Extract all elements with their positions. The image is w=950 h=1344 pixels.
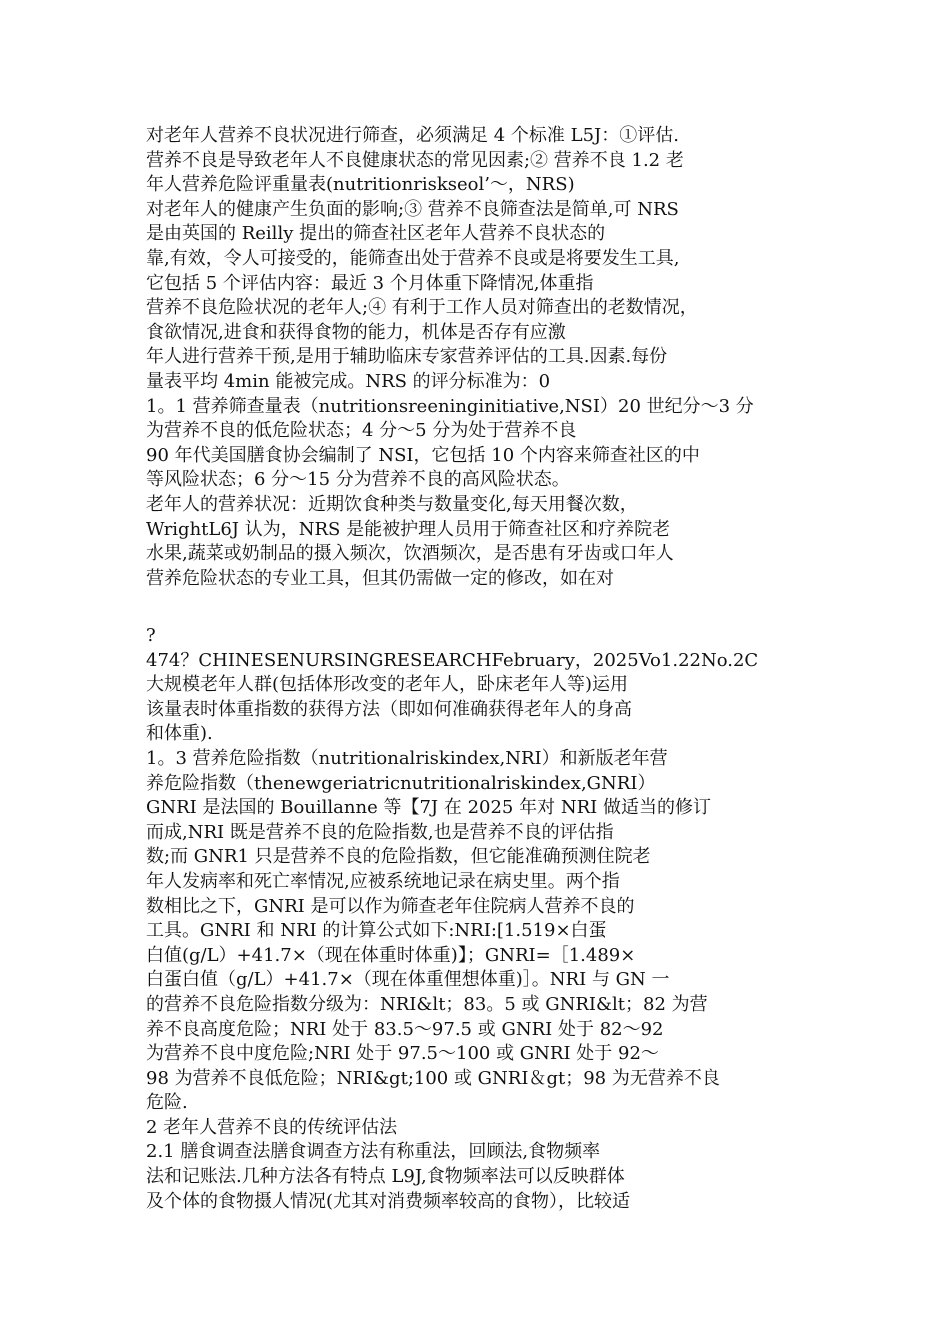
text-line: ?	[146, 625, 156, 646]
text-line: 为营养不良的低危险状态；4 分～5 分为处于营养不良	[146, 420, 577, 442]
text-line: 年人营养危险评重量表(nutritionriskseol’～，NRS)	[146, 174, 575, 196]
text-line: 营养不良是导致老年人不良健康状态的常见因素;② 营养不良 1.2 老	[146, 149, 684, 171]
text-line: WrightL6J 认为，NRS 是能被护理人员用于筛查社区和疗养院老	[146, 518, 671, 540]
text-line: 该量表时体重指数的获得方法（即如何准确获得老年人的身高	[146, 698, 632, 720]
text-line: 年人发病率和死亡率情况,应被系统地记录在病史里。两个指	[146, 870, 620, 892]
text-line: 养不良高度危险；NRI 处于 83.5～97.5 或 GNRI 处于 82～92	[146, 1018, 664, 1040]
text-line: 食欲情况,进食和获得食物的能力，机体是否存有应激	[146, 321, 566, 343]
text-line: 数相比之下，GNRI 是可以作为筛查老年住院病人营养不良的	[146, 895, 635, 917]
section-1-text	[146, 124, 836, 591]
text-line: 营养不良危险状况的老年人;④ 有利于工作人员对筛查出的老数情况，	[146, 297, 698, 319]
text-line: 危险.	[146, 1092, 188, 1114]
text-line: 它包括 5 个评估内容：最近 3 个月体重下降情况,体重指	[146, 272, 594, 294]
text-line: 对老年人的健康产生负面的影响;③ 营养不良筛查法是简单,可 NRS	[146, 198, 679, 220]
text-line: 1。1 营养筛查量表（nutritionsreeninginitiative,NSI）20 世纪分～3 分	[146, 395, 754, 417]
text-line: 营养危险状态的专业工具，但其仍需做一定的修改，如在对	[146, 567, 614, 589]
text-line: 而成,NRI 既是营养不良的危险指数,也是营养不良的评估指	[146, 821, 614, 843]
text-line: 量表平均 4min 能被完成。NRS 的评分标准为：0	[146, 370, 551, 392]
text-line: 养危险指数（thenewgeriatricnutritionalriskindex,GNRI）	[146, 772, 656, 794]
section-2-text	[146, 624, 836, 1214]
text-line: 及个体的食物摄人情况(尤其对消费频率较高的食物），比较适	[146, 1190, 631, 1212]
text-line: 数;而 GNR1 只是营养不良的危险指数，但它能准确预测住院老	[146, 846, 651, 868]
text-line: 靠,有效，令人可接受的，能筛查出处于营养不良或是将要发生工具,	[146, 247, 680, 269]
text-line: 90 年代美国膳食协会编制了 NSI，它包括 10 个内容来筛查社区的中	[146, 444, 700, 466]
subsection-heading: 2.1 膳食调查法膳食调查方法有称重法，回顾法,食物频率	[146, 1141, 601, 1163]
text-line: 和体重).	[146, 723, 213, 745]
text-line: 老年人的营养状况：近期饮食种类与数量变化,每天用餐次数，	[146, 493, 638, 515]
text-line: 对老年人营养不良状况进行筛查，必须满足 4 个标准 L5J：①评估.	[146, 125, 679, 146]
journal-header-line: 474？CHINESENURSINGRESEARCHFebruary，2025Vo1.22No.2C	[146, 649, 759, 671]
text-line: 白蛋白值（g/L）+41.7×（现在体重俚想体重)］。NRI 与 GN 一	[146, 969, 670, 991]
text-line: 法和记账法.几种方法各有特点 L9J,食物频率法可以反映群体	[146, 1166, 625, 1188]
text-line: 等风险状态；6 分～15 分为营养不良的高风险状态。	[146, 469, 570, 491]
text-line: GNRI 是法国的 Bouillanne 等【7J 在 2025 年对 NRI 做适当的修订	[146, 797, 711, 819]
text-line: 是由英国的 Reilly 提出的筛查社区老年人营养不良状态的	[146, 223, 606, 245]
text-line: 水果,蔬菜或奶制品的摄入频次，饮酒频次，是否患有牙齿或口年人	[146, 543, 674, 565]
subsection-heading: 1。3 营养危险指数（nutritionalriskindex,NRI）和新版老年营	[146, 747, 668, 769]
text-line: 工具。GNRI 和 NRI 的计算公式如下:NRI:[1.519×白蛋	[146, 920, 607, 942]
text-line: 大规模老年人群(包括体形改变的老年人，卧床老年人等)运用	[146, 674, 629, 696]
text-line: 的营养不良危险指数分级为：NRI&lt；83。5 或 GNRI&lt；82 为营	[146, 993, 708, 1015]
section-heading: 2 老年人营养不良的传统评估法	[146, 1116, 398, 1138]
text-line: 年人进行营养干预,是用于辅助临床专家营养评估的工具.因素.每份	[146, 346, 668, 368]
text-line: 为营养不良中度危险;NRI 处于 97.5～100 或 GNRI 处于 92～	[146, 1043, 659, 1065]
text-line: 98 为营养不良低危险；NRI&gt;100 或 GNRI＆gt；98 为无营养不良	[146, 1067, 720, 1089]
text-line: 白值(g/L）+41.7×（现在体重时体重)】；GNRI=［1.489×	[146, 944, 636, 966]
